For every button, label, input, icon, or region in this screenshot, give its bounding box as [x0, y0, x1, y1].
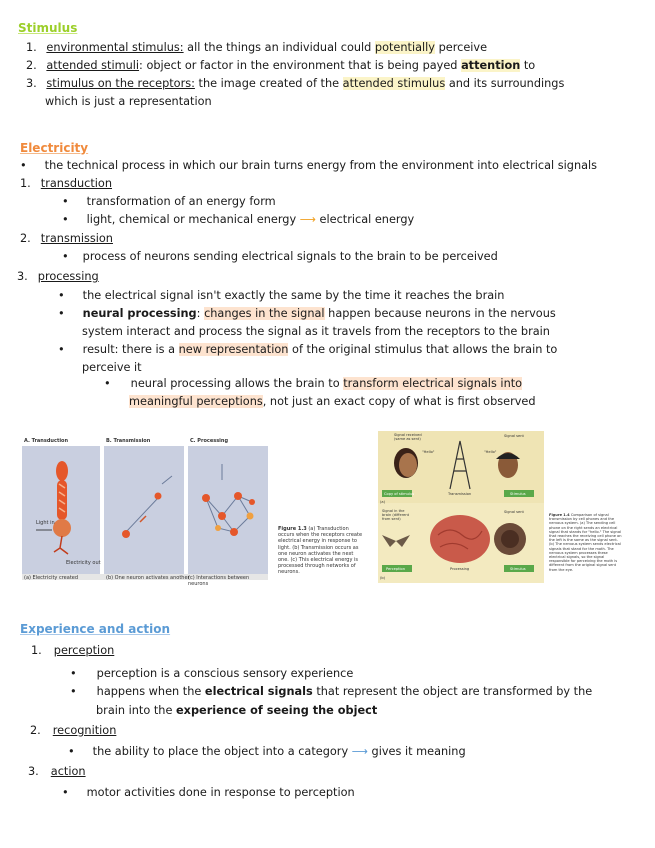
figure-label: Perception — [386, 567, 406, 571]
bullet-continuation: brain into the experience of seeing the object — [96, 704, 378, 717]
bullet-item: • process of neurons sending electrical signals to the brain to be perceived — [62, 250, 498, 263]
figure-1-4-illustration — [378, 431, 544, 583]
bullet-item: • light, chemical or mechanical energy ⟶ electrical energy — [62, 213, 415, 226]
bullet-item: • the electrical signal isn't exactly the same by the time it reaches the brain — [58, 289, 505, 302]
highlight: transform electrical signals into — [343, 377, 523, 390]
panel-caption: (b) One neuron activates another — [106, 575, 190, 581]
arrow-icon: ⟶ — [351, 745, 368, 758]
section-perception: 1. perception — [31, 644, 115, 657]
list-item: 3. stimulus on the receptors: the image created of the attended stimulus and its surroundings — [26, 77, 565, 90]
list-item: 2. attended stimuli: object or factor in the environment that is being payed attention to — [26, 59, 536, 72]
figure-label: "Hello" — [484, 450, 497, 454]
item-number: 3. — [26, 77, 37, 90]
figure-label: Transmission — [448, 492, 472, 496]
highlight: new representation — [178, 343, 289, 356]
figure-label: Copy of stimulus — [384, 492, 415, 496]
bullet-item: • perception is a conscious sensory experience — [70, 667, 354, 680]
highlight: changes in the signal — [204, 307, 325, 320]
section-title: perception — [53, 644, 115, 657]
figure-label: Signal in the brain (different from sent) — [382, 509, 410, 521]
sub-bullet-continuation: meaningful perceptions, not just an exact copy of what is first observed — [129, 395, 536, 408]
figure-label: "Hello" — [422, 450, 435, 454]
sub-bullet-item: • neural processing allows the brain to transform electrical signals into — [104, 377, 523, 390]
figure-label: Stimulus — [510, 492, 526, 496]
bullet-continuation: perceive it — [82, 361, 142, 374]
section-recognition: 2. recognition — [30, 724, 117, 737]
figure-1-4-caption: Figure 1.4 Comparison of signal transmission by cell phones and the nervous system. (a) The sending cell phone on the right sends an electrical signal that stands for "hello." The signal that reaches the receiving cell phone on the left is the same as the signal sent. (b) The nervous system sends electrical signals that stand for the moth. The nervous system processes these electrical signals, so the signal responsible for perceiving the moth is different from the original signal sent from the eye. — [549, 513, 622, 572]
figure-label: Signal sent — [504, 434, 524, 438]
term: stimulus on the receptors: — [46, 77, 195, 90]
panel-label: (a) — [380, 500, 386, 504]
item-number: 2. — [26, 59, 37, 72]
section-title: action — [50, 765, 86, 778]
figure-1-3-caption: Figure 1.3 (a) Transduction occurs when the receptors create electrical energy in response to light. (b) Transmission occurs as one neuron activates the next one. (c) This electrical energy is processed through networks of neurons. — [278, 526, 363, 576]
panel-caption: (c) Interactions between neurons — [188, 575, 250, 588]
arrow-icon: ⟶ — [299, 213, 316, 226]
highlight: attention — [461, 59, 521, 72]
panel-label: B. Transmission — [106, 438, 151, 444]
bullet-item: • neural processing: changes in the signal happen because neurons in the nervous — [58, 307, 556, 320]
figure-label: Stimulus — [510, 567, 526, 571]
section-transduction: 1. transduction — [20, 177, 113, 190]
figure-1-3 — [22, 436, 270, 588]
electricity-heading: Electricity — [20, 141, 89, 155]
section-action: 3. action — [28, 765, 86, 778]
highlight: potentially — [374, 41, 435, 54]
stimulus-heading: Stimulus — [18, 21, 78, 35]
bullet-item: • motor activities done in response to perception — [62, 786, 355, 799]
term: attended stimuli — [46, 59, 140, 72]
highlight: meaningful perceptions — [129, 395, 263, 408]
item-number: 1. — [26, 41, 37, 54]
figure-1-3-illustration — [22, 436, 270, 582]
figure-label: Signal sent — [504, 510, 524, 514]
section-transmission: 2. transmission — [20, 232, 113, 245]
panel-label: (b) — [380, 576, 386, 580]
figure-1-4 — [378, 431, 544, 583]
list-item: 1. environmental stimulus: all the things an individual could potentially perceive — [26, 41, 488, 54]
section-processing: 3. processing — [17, 270, 99, 283]
figure-label: Electricity out — [66, 560, 101, 566]
list-item-continuation: which is just a representation — [45, 95, 212, 108]
section-title: transduction — [40, 177, 113, 190]
bullet-item: • happens when the electrical signals that represent the object are transformed by the — [70, 685, 593, 698]
highlight: attended stimulus — [342, 77, 446, 90]
figure-label: Light in — [36, 520, 55, 526]
bullet-item: • transformation of an energy form — [62, 195, 276, 208]
experience-heading: Experience and action — [20, 622, 171, 636]
bullet-item: • the ability to place the object into a category ⟶ gives it meaning — [68, 745, 466, 758]
panel-label: C. Processing — [190, 438, 229, 444]
bullet-item: • the technical process in which our brain turns energy from the environment into electrical signals — [20, 159, 598, 172]
section-title: transmission — [40, 232, 113, 245]
figure-label: Signal received (same as sent) — [394, 433, 422, 441]
section-title: processing — [37, 270, 99, 283]
panel-caption: (a) Electricity created — [24, 575, 79, 581]
figure-label: Processing — [450, 567, 470, 571]
bullet-item: • result: there is a new representation of the original stimulus that allows the brain to — [58, 343, 558, 356]
bullet-continuation: system interact and process the signal as it travels from the receptors to the brain — [82, 325, 550, 338]
term: environmental stimulus: — [46, 41, 184, 54]
panel-label: A. Transduction — [24, 438, 69, 444]
section-title: recognition — [52, 724, 117, 737]
